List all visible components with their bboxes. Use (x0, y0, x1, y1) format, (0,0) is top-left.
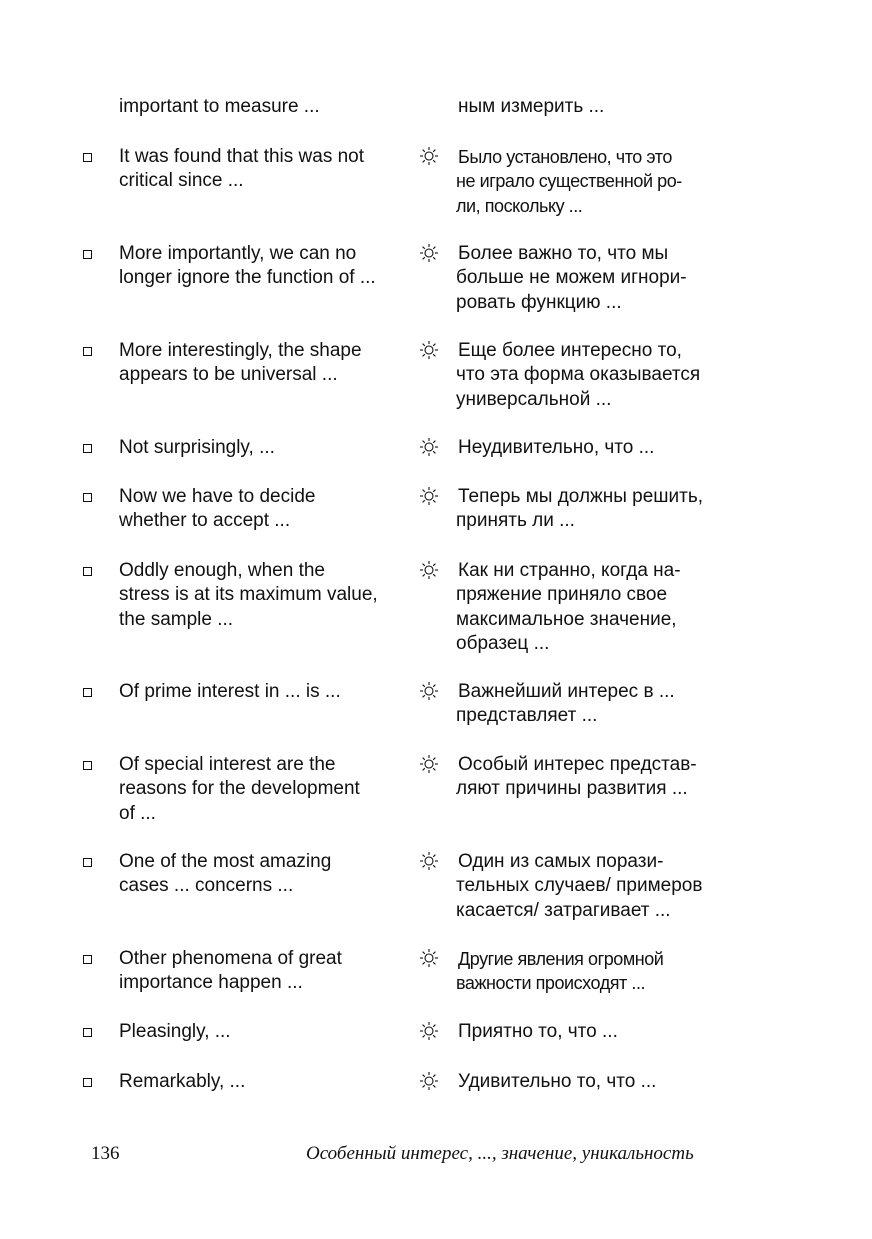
sun-icon (419, 340, 439, 360)
sun-icon (419, 1021, 439, 1041)
checkbox-square-icon (83, 1078, 92, 1087)
checkbox-square-icon (83, 761, 92, 770)
phrase-russian: Удивительно то, что ... (458, 1071, 657, 1092)
sun-icon (419, 486, 439, 506)
checkbox-square-icon (83, 153, 92, 162)
phrase-english: Now we have to decide whether to accept ... (119, 486, 316, 532)
phrase-russian: Приятно то, что ... (458, 1021, 618, 1042)
phrase-russian: Как ни странно, когда на- пряжение приняло свое максимальное значение, образец ... (456, 560, 681, 654)
phrase-english: Of special interest are the reasons for the development of ... (119, 754, 360, 824)
checkbox-square-icon (83, 1028, 92, 1037)
phrase-english: More importantly, we can no longer ignore the function of ... (119, 243, 376, 289)
running-title: Особенный интерес, ..., значение, уникальность (306, 1143, 694, 1164)
sun-icon (419, 243, 439, 263)
sun-icon (419, 1071, 439, 1091)
phrase-english: Remarkably, ... (119, 1071, 246, 1092)
checkbox-square-icon (83, 250, 92, 259)
sun-icon (419, 948, 439, 968)
phrase-english: Oddly enough, when the stress is at its maximum value, the sample ... (119, 560, 378, 630)
phrase-russian: Неудивительно, что ... (458, 437, 655, 458)
phrase-russian: Один из самых порази- тельных случаев/ примеров касается/ затрагивает ... (456, 851, 703, 921)
phrase-english: Other phenomena of great importance happen ... (119, 948, 342, 994)
phrase-russian: Важнейший интерес в ... представляет ... (456, 681, 675, 727)
checkbox-square-icon (83, 493, 92, 502)
page-number: 136 (91, 1143, 120, 1164)
phrase-russian: Было установлено, что это не играло существенной ро- ли, поскольку ... (456, 147, 682, 216)
checkbox-square-icon (83, 688, 92, 697)
checkbox-square-icon (83, 444, 92, 453)
sun-icon (419, 146, 439, 166)
continuation-english: important to measure ... (119, 96, 320, 117)
phrase-english: It was found that this was not critical since ... (119, 146, 365, 192)
checkbox-square-icon (83, 955, 92, 964)
sun-icon (419, 560, 439, 580)
phrase-english: One of the most amazing cases ... concerns ... (119, 851, 332, 897)
phrase-english: Pleasingly, ... (119, 1021, 231, 1042)
sun-icon (419, 754, 439, 774)
phrase-russian: Более важно то, что мы больше не можем игнори- ровать функцию ... (456, 243, 687, 313)
phrase-russian: Еще более интересно то, что эта форма оказывается универсальной ... (456, 340, 701, 410)
checkbox-square-icon (83, 858, 92, 867)
checkbox-square-icon (83, 347, 92, 356)
continuation-russian: ным измерить ... (458, 96, 605, 117)
phrase-english: Not surprisingly, ... (119, 437, 275, 458)
phrase-english: Of prime interest in ... is ... (119, 681, 341, 702)
sun-icon (419, 681, 439, 701)
phrase-english: More interestingly, the shape appears to be universal ... (119, 340, 362, 386)
sun-icon (419, 437, 439, 457)
phrase-russian: Особый интерес представ- ляют причины развития ... (456, 754, 697, 800)
phrase-russian: Другие явления огромной важности происходят ... (456, 949, 664, 994)
phrase-russian: Теперь мы должны решить, принять ли ... (456, 486, 704, 532)
checkbox-square-icon (83, 567, 92, 576)
sun-icon (419, 851, 439, 871)
